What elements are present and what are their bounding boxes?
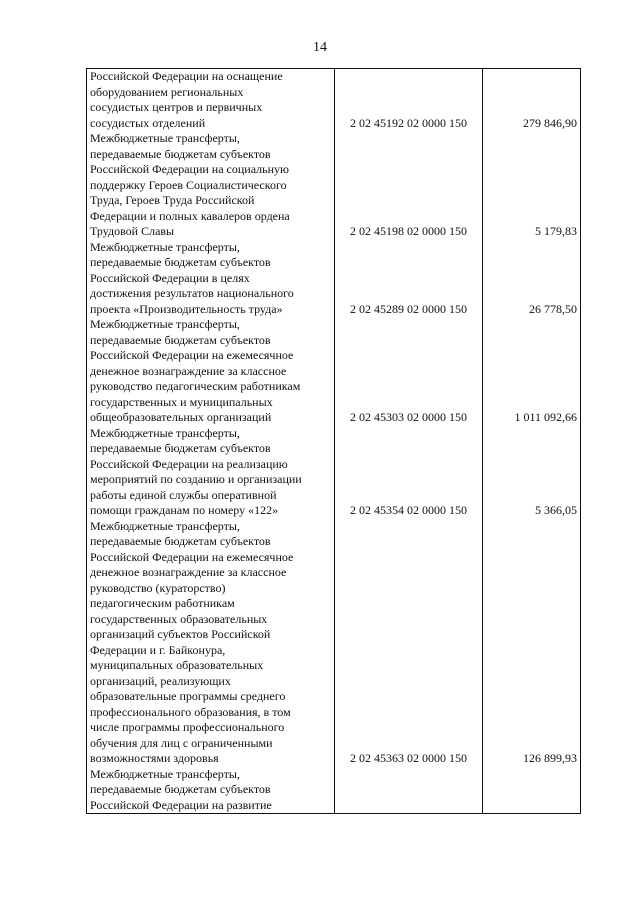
row-description: Межбюджетные трансферты, передаваемые бюджетам субъектов Российской Федерации в целях достижения результатов национального проекта «Производительность труда» — [87, 240, 335, 318]
budget-table — [86, 68, 581, 814]
row-description: Межбюджетные трансферты, передаваемые бюджетам субъектов Российской Федерации на реализацию мероприятий по созданию и организации работы единой службы оперативной помощи гражданам по номеру «122» — [87, 426, 335, 519]
row-amount: 279 846,90 — [483, 69, 581, 132]
table-row — [87, 240, 581, 318]
row-description: Межбюджетные трансферты, передаваемые бюджетам субъектов Российской Федерации на ежемесячное денежное вознаграждение за классное руководство педагогическим работникам государственных и муниципальных общеобразовательных организаций — [87, 317, 335, 426]
row-description: Межбюджетные трансферты, передаваемые бюджетам субъектов Российской Федерации на ежемесячное денежное вознаграждение за классное руководство (кураторство) педагогическим работникам государственных образовательных организаций субъектов Российской Федерации и г. Байконура, муниципальных образовательных организаций, реализующих образовательные программы среднего профессионального образования, в том числе программы профессионального обучения для лиц с ограниченными возможностями здоровья — [87, 519, 335, 767]
table-row — [87, 426, 581, 519]
table-row — [87, 519, 581, 767]
table-row — [87, 131, 581, 240]
row-amount: 5 366,05 — [483, 426, 581, 519]
row-budget-code: 2 02 45363 02 0000 150 — [335, 519, 483, 767]
row-budget-code: 2 02 45303 02 0000 150 — [335, 317, 483, 426]
row-description: Межбюджетные трансферты, передаваемые бюджетам субъектов Российской Федерации на развитие — [87, 767, 335, 814]
row-amount: 126 899,93 — [483, 519, 581, 767]
row-budget-code: 2 02 45354 02 0000 150 — [335, 426, 483, 519]
row-description: Межбюджетные трансферты, передаваемые бюджетам субъектов Российской Федерации на социальную поддержку Героев Социалистического Труда, Героев Труда Российской Федерации и полных кавалеров ордена Трудовой Славы — [87, 131, 335, 240]
page-number: 14 — [313, 40, 327, 55]
row-budget-code — [335, 767, 483, 814]
row-budget-code: 2 02 45289 02 0000 150 — [335, 240, 483, 318]
row-amount: 26 778,50 — [483, 240, 581, 318]
row-budget-code: 2 02 45192 02 0000 150 — [335, 69, 483, 132]
row-description: Российской Федерации на оснащение оборудованием региональных сосудистых центров и первичных сосудистых отделений — [87, 69, 335, 132]
row-budget-code: 2 02 45198 02 0000 150 — [335, 131, 483, 240]
table-row — [87, 767, 581, 814]
row-amount: 5 179,83 — [483, 131, 581, 240]
row-amount — [483, 767, 581, 814]
row-amount: 1 011 092,66 — [483, 317, 581, 426]
table-row — [87, 317, 581, 426]
table-row — [87, 69, 581, 132]
